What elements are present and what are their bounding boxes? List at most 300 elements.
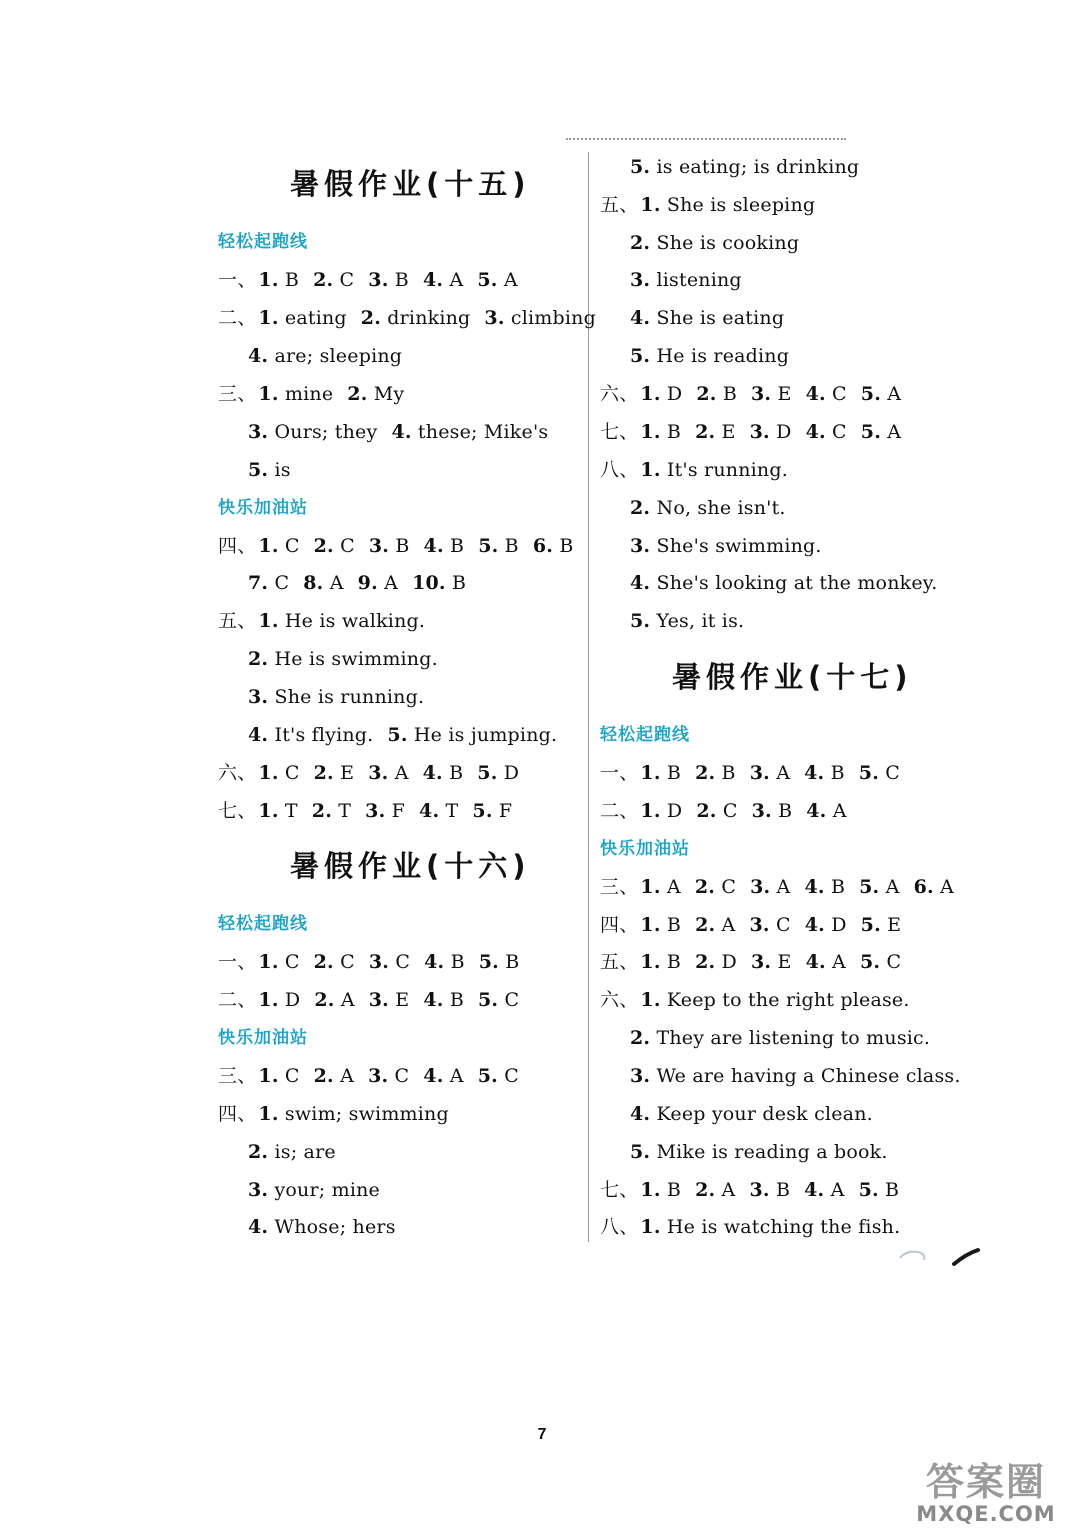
answer-item xyxy=(368,269,409,291)
answer-item xyxy=(630,497,786,519)
item-answer: D xyxy=(715,951,737,973)
item-answer: We are having a Chinese class. xyxy=(650,1065,961,1087)
answer-item xyxy=(361,307,471,329)
item-number: 4. xyxy=(423,535,444,557)
item-number: 1. xyxy=(640,459,661,481)
item-answer: B xyxy=(499,951,520,973)
answer-item xyxy=(859,1179,900,1201)
question-group-label: 二、 xyxy=(218,989,257,1011)
item-number: 4. xyxy=(424,951,445,973)
item-answer: A xyxy=(881,421,902,443)
question-group-label: 二、 xyxy=(600,800,639,822)
item-answer: She's swimming. xyxy=(650,535,822,557)
answer-item xyxy=(696,383,737,405)
answer-row xyxy=(248,1140,350,1164)
answer-item xyxy=(423,1065,463,1087)
item-number: 3. xyxy=(749,762,770,784)
item-answer: mine xyxy=(278,383,334,405)
watermark-title: 答案圈 xyxy=(925,1460,1046,1504)
item-answer: listening xyxy=(650,269,742,291)
item-number: 2. xyxy=(694,876,716,898)
item-answer: C xyxy=(769,914,791,936)
item-number: 3. xyxy=(365,800,386,822)
item-answer: these; Mike's xyxy=(411,421,549,443)
item-answer: B xyxy=(824,876,846,898)
item-number: 1. xyxy=(640,762,661,784)
answer-row xyxy=(630,571,951,595)
item-number: 4. xyxy=(630,307,651,329)
answer-row xyxy=(218,799,526,823)
page-title-16: 暑假作业(十六) xyxy=(290,849,531,883)
item-number: 3. xyxy=(248,1179,269,1201)
answer-item xyxy=(368,762,408,784)
item-number: 4. xyxy=(422,762,443,784)
item-number: 2. xyxy=(314,989,335,1011)
answer-item xyxy=(258,800,297,822)
answer-row xyxy=(218,761,533,785)
item-number: 1. xyxy=(640,876,661,898)
item-answer: C xyxy=(333,269,355,291)
answer-item xyxy=(640,1179,681,1201)
item-answer: B xyxy=(553,535,574,557)
answer-row xyxy=(218,988,533,1012)
item-answer: B xyxy=(660,914,682,936)
answer-item xyxy=(695,876,736,898)
item-answer: A xyxy=(715,914,736,936)
answer-row xyxy=(630,306,798,330)
item-number: 5. xyxy=(858,1179,879,1201)
page-title-15: 暑假作业(十五) xyxy=(290,167,531,201)
item-answer: F xyxy=(385,800,406,822)
answer-item xyxy=(419,800,458,822)
answer-item xyxy=(314,989,354,1011)
item-answer: A xyxy=(388,762,409,784)
answer-row xyxy=(218,382,418,406)
question-group-label: 七、 xyxy=(600,421,639,443)
item-answer: B xyxy=(769,1179,791,1201)
answer-row xyxy=(600,458,802,482)
item-answer: A xyxy=(770,876,791,898)
question-group-label: 八、 xyxy=(600,1216,639,1238)
top-dotted-rule xyxy=(566,138,846,140)
item-number: 5. xyxy=(860,421,882,443)
question-group-label: 一、 xyxy=(600,762,639,784)
item-answer: B xyxy=(389,535,410,557)
answer-item xyxy=(749,1179,790,1201)
item-number: 4. xyxy=(804,1179,825,1201)
item-number: 5. xyxy=(858,762,880,784)
answer-item xyxy=(347,383,404,405)
answer-item xyxy=(248,686,424,708)
item-number: 3. xyxy=(368,269,389,291)
question-group-label: 二、 xyxy=(218,307,257,329)
answer-item xyxy=(358,572,398,594)
answer-item xyxy=(258,269,299,291)
watermark-logo xyxy=(902,1462,1070,1528)
item-answer: B xyxy=(660,1179,682,1201)
item-number: 5. xyxy=(478,535,499,557)
question-group-label: 三、 xyxy=(218,383,257,405)
answer-item xyxy=(484,307,596,329)
item-answer: C xyxy=(388,1065,410,1087)
answer-item xyxy=(806,421,847,443)
answer-item xyxy=(750,876,790,898)
item-number: 4. xyxy=(805,421,826,443)
answer-item xyxy=(369,951,410,973)
answer-item xyxy=(630,345,789,367)
question-group-label: 七、 xyxy=(218,800,257,822)
item-number: 2. xyxy=(313,762,334,784)
answer-row xyxy=(600,950,915,974)
answer-item xyxy=(640,383,682,405)
item-number: 4. xyxy=(804,914,825,936)
item-number: 3. xyxy=(368,762,389,784)
answer-item xyxy=(695,1179,735,1201)
answer-item xyxy=(640,194,815,216)
item-answer: B xyxy=(824,762,845,784)
item-answer: D xyxy=(497,762,520,784)
item-number: 5. xyxy=(630,1141,651,1163)
item-number: 7. xyxy=(248,572,269,594)
answer-item xyxy=(630,572,937,594)
question-group-label: 八、 xyxy=(600,459,639,481)
answer-item xyxy=(640,914,681,936)
question-group-label: 六、 xyxy=(600,383,639,405)
answer-item xyxy=(248,648,438,670)
item-number: 1. xyxy=(640,1179,661,1201)
item-number: 3. xyxy=(751,800,772,822)
answer-item xyxy=(248,1179,380,1201)
answer-item xyxy=(805,914,847,936)
item-answer: Mike is reading a book. xyxy=(650,1141,888,1163)
item-number: 1. xyxy=(258,383,279,405)
answer-item xyxy=(640,1216,900,1238)
item-number: 2. xyxy=(630,232,651,254)
section-heading: 轻松起跑线 xyxy=(218,232,308,252)
question-group-label: 四、 xyxy=(218,535,257,557)
item-answer: E xyxy=(880,914,902,936)
item-answer: C xyxy=(278,951,300,973)
item-answer: B xyxy=(660,421,682,443)
item-number: 2. xyxy=(313,951,334,973)
item-answer: T xyxy=(278,800,298,822)
answer-item xyxy=(630,535,822,557)
answer-item xyxy=(806,800,846,822)
item-number: 3. xyxy=(484,307,505,329)
item-answer: He is jumping. xyxy=(407,724,558,746)
item-answer: B xyxy=(715,762,736,784)
answer-row xyxy=(248,723,571,747)
item-answer: C xyxy=(268,572,290,594)
item-answer: B xyxy=(443,535,465,557)
answer-row xyxy=(248,1178,394,1202)
answer-row xyxy=(630,1102,887,1126)
answer-item xyxy=(804,762,845,784)
answer-item xyxy=(696,800,737,822)
answer-row xyxy=(630,231,813,255)
item-number: 2. xyxy=(313,269,334,291)
answer-row xyxy=(630,268,756,292)
item-number: 1. xyxy=(258,762,279,784)
section-heading: 快乐加油站 xyxy=(218,1028,308,1048)
answer-item xyxy=(749,914,790,936)
answer-item xyxy=(630,1103,873,1125)
question-group-label: 三、 xyxy=(600,876,639,898)
question-group-label: 一、 xyxy=(218,269,257,291)
answer-row xyxy=(218,609,439,633)
item-answer: B xyxy=(278,269,300,291)
answer-item xyxy=(478,1065,519,1087)
item-number: 1. xyxy=(258,610,279,632)
item-number: 10. xyxy=(412,572,446,594)
answer-row xyxy=(218,950,533,974)
item-answer: They are listening to music. xyxy=(650,1027,931,1049)
answer-row xyxy=(630,344,803,368)
item-number: 3. xyxy=(368,989,390,1011)
answer-item xyxy=(248,459,291,481)
item-answer: B xyxy=(442,762,464,784)
item-number: 2. xyxy=(696,800,717,822)
answer-item xyxy=(804,876,845,898)
answer-item xyxy=(423,269,463,291)
answer-item xyxy=(314,1065,354,1087)
answer-item xyxy=(752,800,793,822)
item-answer: T xyxy=(332,800,352,822)
answer-item xyxy=(258,1103,448,1125)
item-number: 2. xyxy=(696,383,717,405)
answer-item xyxy=(695,951,737,973)
item-answer: E xyxy=(389,989,410,1011)
item-number: 1. xyxy=(258,800,279,822)
answer-item xyxy=(369,989,410,1011)
item-answer: D xyxy=(660,800,683,822)
answer-row xyxy=(248,1215,410,1239)
item-answer: A xyxy=(334,989,355,1011)
answer-row xyxy=(600,382,915,406)
item-answer: He is swimming. xyxy=(268,648,438,670)
answer-item xyxy=(303,572,343,594)
item-number: 3. xyxy=(368,951,390,973)
answer-item xyxy=(472,800,512,822)
item-answer: She is sleeping xyxy=(660,194,816,216)
question-group-label: 七、 xyxy=(600,1179,639,1201)
item-answer: C xyxy=(278,535,300,557)
answer-item xyxy=(248,724,373,746)
item-answer: A xyxy=(933,876,954,898)
item-number: 5. xyxy=(860,914,881,936)
item-number: 5. xyxy=(477,269,498,291)
answer-row xyxy=(630,155,873,179)
answer-row xyxy=(218,534,588,558)
answer-row xyxy=(630,1140,902,1164)
item-number: 4. xyxy=(804,876,825,898)
item-answer: swim; swimming xyxy=(278,1103,449,1125)
item-answer: E xyxy=(771,383,792,405)
answer-row xyxy=(600,1178,913,1202)
item-number: 1. xyxy=(640,1216,661,1238)
item-number: 2. xyxy=(248,1141,269,1163)
item-answer: She is cooking xyxy=(650,232,800,254)
item-number: 5. xyxy=(859,951,881,973)
item-number: 1. xyxy=(640,951,661,973)
answer-item xyxy=(258,951,299,973)
answer-item xyxy=(387,724,557,746)
answer-item xyxy=(859,762,900,784)
item-number: 1. xyxy=(258,951,279,973)
answer-row xyxy=(630,1064,975,1088)
answer-item xyxy=(478,989,519,1011)
answer-item xyxy=(695,914,735,936)
item-number: 3. xyxy=(368,1065,389,1087)
item-answer: C xyxy=(825,383,847,405)
answer-item xyxy=(258,307,346,329)
item-answer: B xyxy=(388,269,409,291)
answer-item xyxy=(412,572,466,594)
answer-item xyxy=(640,951,681,973)
answer-row xyxy=(630,609,758,633)
answer-item xyxy=(314,762,355,784)
answer-item xyxy=(630,232,799,254)
item-answer: He is reading xyxy=(650,345,790,367)
item-number: 1. xyxy=(258,269,279,291)
item-answer: C xyxy=(278,762,300,784)
item-number: 5. xyxy=(472,800,493,822)
question-group-label: 五、 xyxy=(600,194,639,216)
item-number: 4. xyxy=(423,1065,444,1087)
answer-item xyxy=(640,459,788,481)
answer-item xyxy=(369,535,410,557)
item-number: 2. xyxy=(313,535,334,557)
answer-row xyxy=(630,534,836,558)
answer-item xyxy=(314,535,355,557)
item-answer: He is watching the fish. xyxy=(660,1216,901,1238)
item-answer: A xyxy=(443,1065,464,1087)
item-answer: is; are xyxy=(268,1141,336,1163)
item-number: 1. xyxy=(640,421,661,443)
item-answer: C xyxy=(389,951,411,973)
answer-item xyxy=(312,800,351,822)
item-answer: Keep your desk clean. xyxy=(650,1103,873,1125)
answer-item xyxy=(533,535,574,557)
item-number: 2. xyxy=(347,383,368,405)
item-answer: No, she isn't. xyxy=(650,497,786,519)
item-number: 5. xyxy=(387,724,408,746)
answer-item xyxy=(479,951,520,973)
item-answer: C xyxy=(278,1065,300,1087)
item-answer: D xyxy=(660,383,683,405)
section-heading: 快乐加油站 xyxy=(600,839,690,859)
answer-row xyxy=(600,193,829,217)
item-answer: He is walking. xyxy=(278,610,426,632)
item-answer: A xyxy=(497,269,518,291)
item-answer: A xyxy=(824,1179,845,1201)
item-answer: your; mine xyxy=(268,1179,380,1201)
answer-item xyxy=(248,345,402,367)
item-number: 2. xyxy=(695,762,716,784)
item-number: 3. xyxy=(749,421,770,443)
item-answer: My xyxy=(367,383,405,405)
item-number: 1. xyxy=(258,1103,279,1125)
answer-row xyxy=(248,344,416,368)
answer-row xyxy=(600,875,968,899)
answer-item xyxy=(368,1065,409,1087)
item-number: 5. xyxy=(477,1065,498,1087)
answer-item xyxy=(314,951,355,973)
item-number: 5. xyxy=(859,876,880,898)
answer-item xyxy=(630,269,742,291)
item-number: 5. xyxy=(630,345,651,367)
item-number: 3. xyxy=(368,535,390,557)
answer-row xyxy=(630,496,800,520)
answer-row xyxy=(600,420,915,444)
answer-item xyxy=(365,800,405,822)
answer-row xyxy=(248,685,438,709)
item-answer: A xyxy=(377,572,399,594)
answer-item xyxy=(477,762,519,784)
answer-item xyxy=(477,269,517,291)
item-answer: C xyxy=(333,951,355,973)
item-number: 5. xyxy=(630,156,651,178)
answer-item xyxy=(258,762,299,784)
answer-item xyxy=(695,421,736,443)
answer-item xyxy=(423,762,464,784)
item-answer: A xyxy=(769,762,791,784)
item-number: 2. xyxy=(360,307,382,329)
item-answer: B xyxy=(878,1179,900,1201)
item-answer: C xyxy=(715,876,737,898)
item-number: 2. xyxy=(630,1027,651,1049)
item-answer: C xyxy=(497,1065,519,1087)
item-number: 1. xyxy=(640,800,661,822)
item-number: 6. xyxy=(532,535,554,557)
item-answer: C xyxy=(498,989,520,1011)
item-number: 4. xyxy=(422,269,444,291)
item-number: 4. xyxy=(419,800,440,822)
answer-item xyxy=(391,421,548,443)
item-number: 2. xyxy=(313,1065,334,1087)
item-answer: B xyxy=(660,762,682,784)
item-number: 4. xyxy=(805,383,826,405)
item-answer: C xyxy=(825,421,847,443)
answer-row xyxy=(600,1215,914,1239)
item-answer: is eating; is drinking xyxy=(650,156,860,178)
item-number: 3. xyxy=(630,535,651,557)
item-number: 8. xyxy=(303,572,324,594)
answer-item xyxy=(861,914,902,936)
item-answer: It's running. xyxy=(660,459,788,481)
question-group-label: 一、 xyxy=(218,951,257,973)
item-answer: Ours; they xyxy=(268,421,378,443)
answer-row xyxy=(218,306,610,330)
item-number: 3. xyxy=(248,686,269,708)
item-number: 2. xyxy=(248,648,269,670)
question-group-label: 四、 xyxy=(600,914,639,936)
answer-item xyxy=(751,383,792,405)
answer-item xyxy=(248,572,289,594)
item-number: 3. xyxy=(749,1179,770,1201)
item-number: 9. xyxy=(357,572,378,594)
item-answer: B xyxy=(771,800,793,822)
item-answer: It's flying. xyxy=(268,724,374,746)
answer-item xyxy=(423,989,464,1011)
answer-item xyxy=(248,1141,336,1163)
question-group-label: 六、 xyxy=(218,762,257,784)
item-number: 2. xyxy=(630,497,651,519)
section-heading: 快乐加油站 xyxy=(218,498,308,518)
item-answer: Keep to the right please. xyxy=(660,989,910,1011)
item-answer: Whose; hers xyxy=(268,1216,396,1238)
item-number: 5. xyxy=(478,951,500,973)
